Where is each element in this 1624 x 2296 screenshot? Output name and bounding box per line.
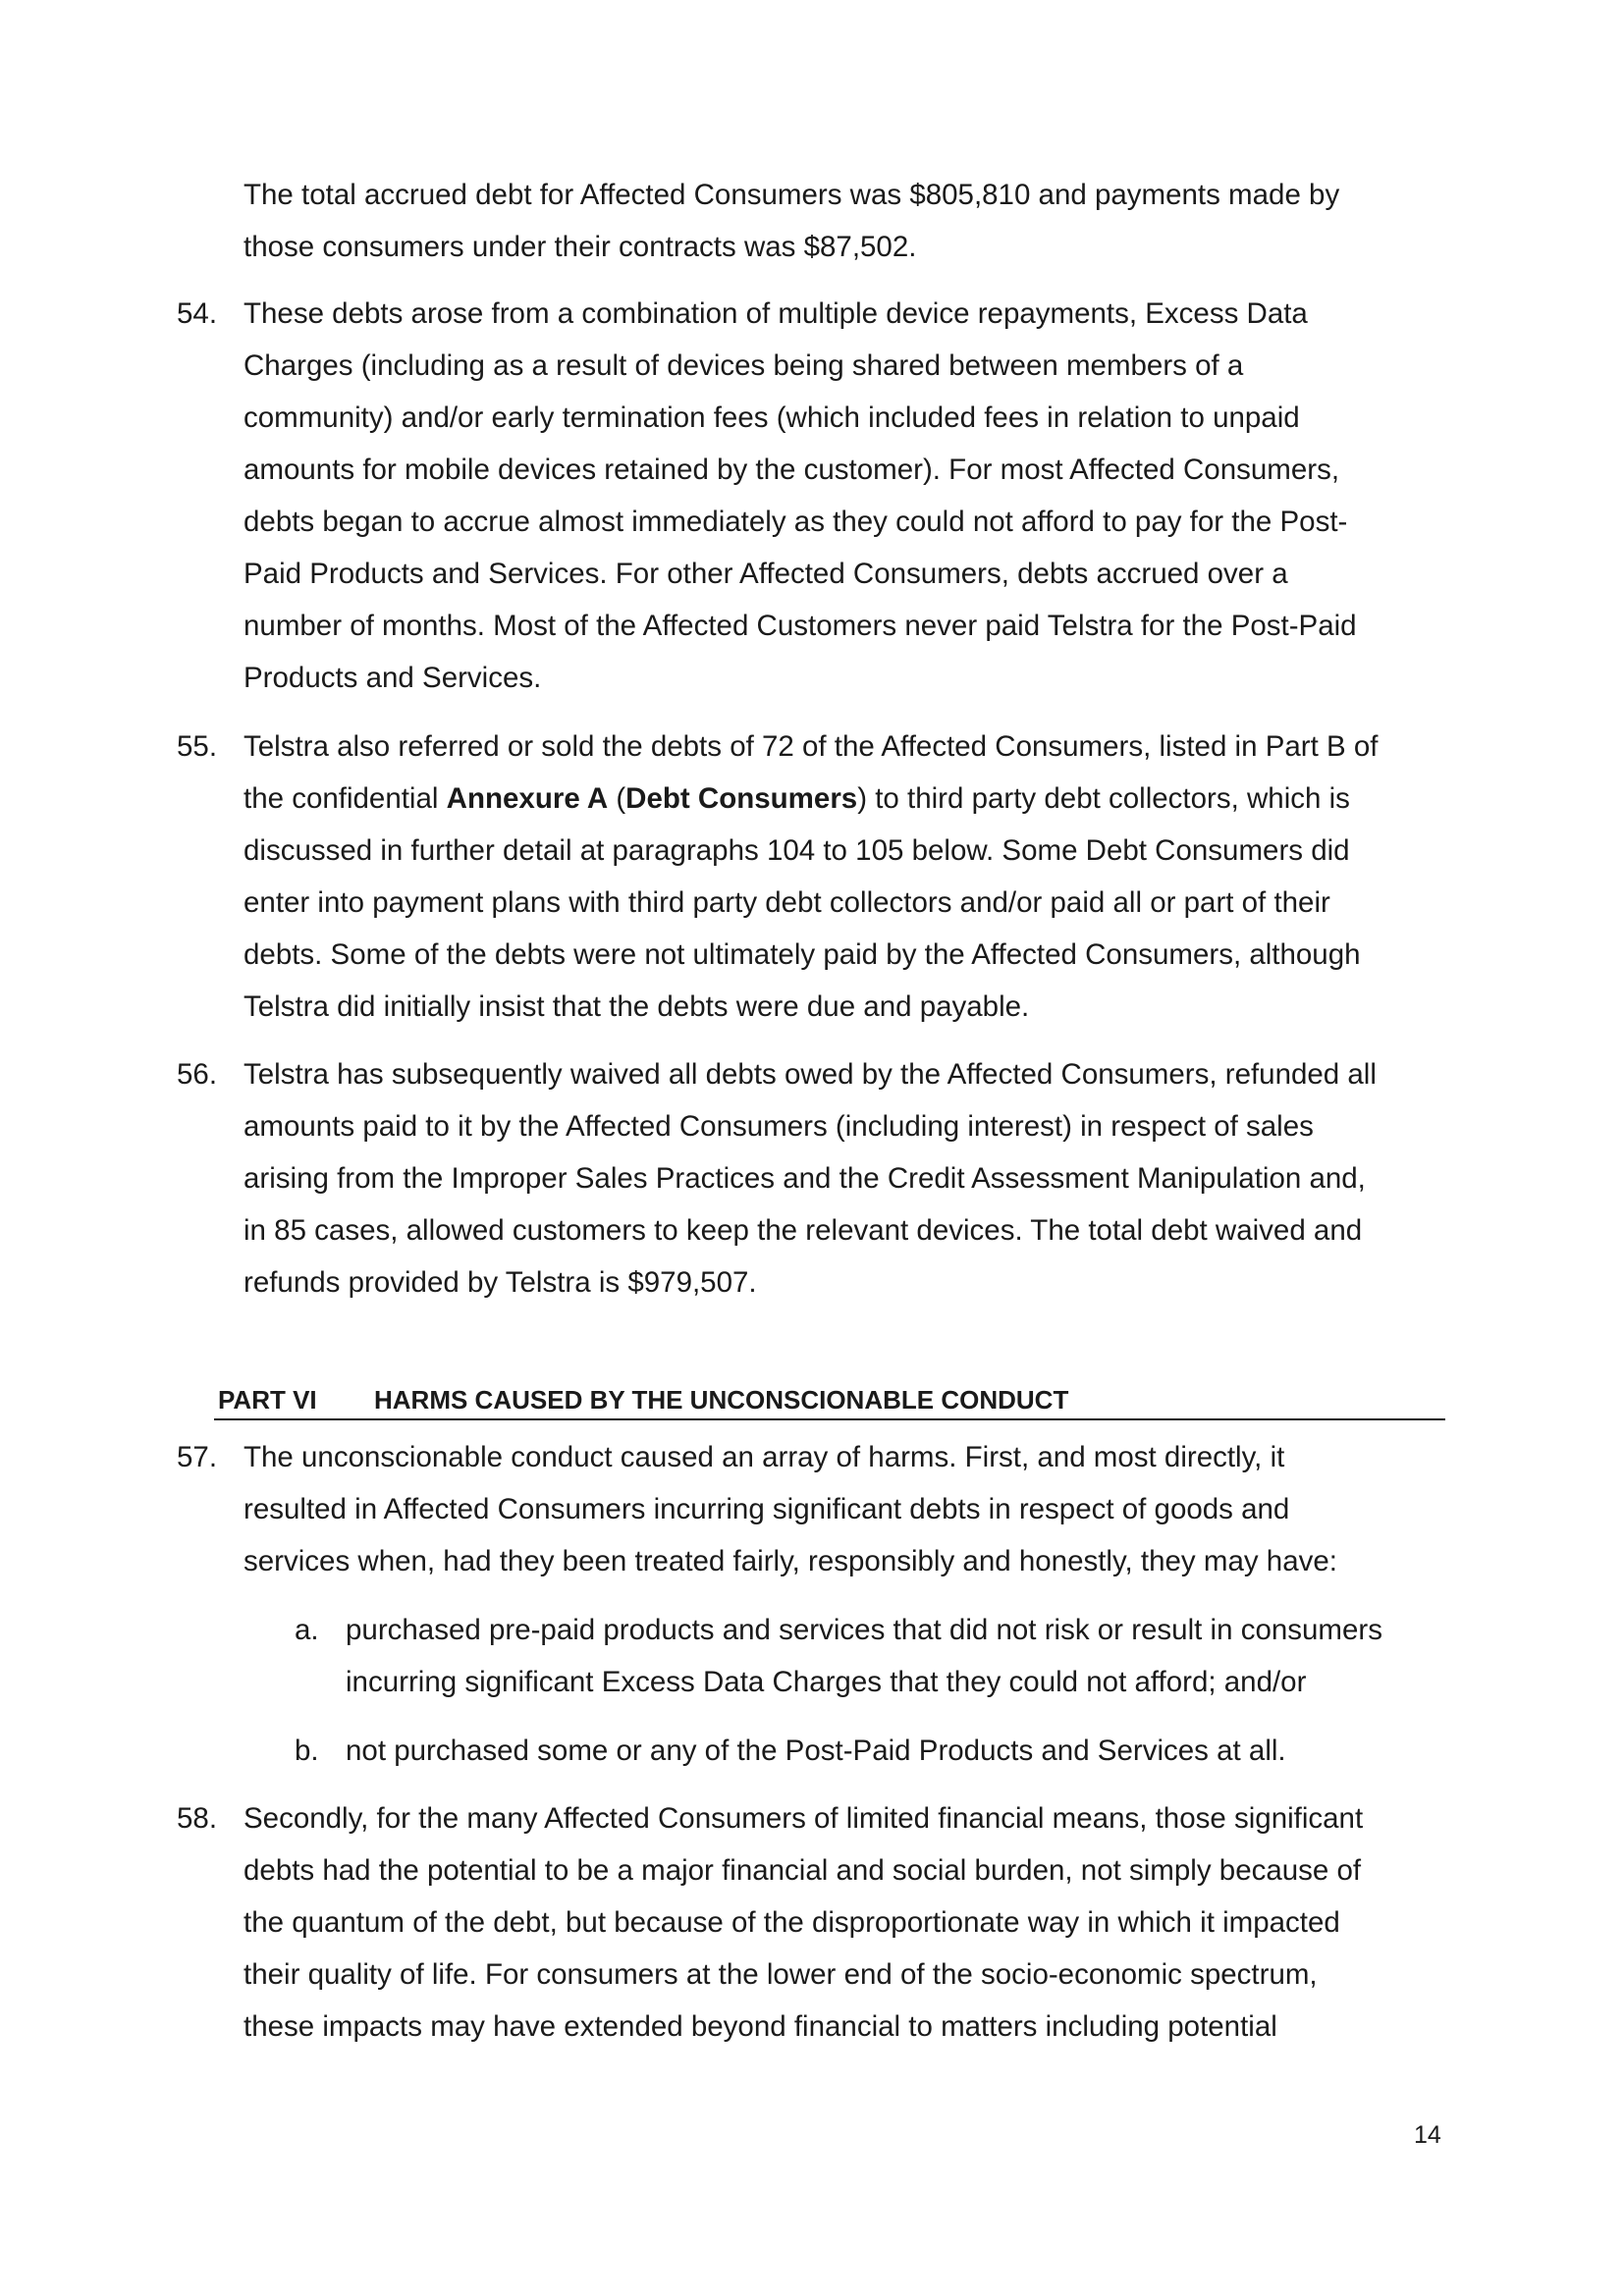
intro-line: The total accrued debt for Affected Consumers was $805,810 and payments made by <box>244 179 1340 211</box>
paragraph-line: number of months. Most of the Affected Customers never paid Telstra for the Post-Paid <box>244 610 1357 642</box>
paragraph-line: in 85 cases, allowed customers to keep the relevant devices. The total debt waived and <box>244 1214 1363 1247</box>
paragraph-line: Secondly, for the many Affected Consumers of limited financial means, those significant <box>244 1802 1364 1835</box>
paragraph-55 <box>244 721 1443 1033</box>
paragraph-line: These debts arose from a combination of multiple device repayments, Excess Data <box>244 297 1308 330</box>
paragraph-line: enter into payment plans with third party debt collectors and/or paid all or part of their <box>244 886 1330 919</box>
intro-line: those consumers under their contracts was $87,502. <box>244 231 917 263</box>
paragraph-line <box>244 773 1443 825</box>
paragraph-56 <box>244 1048 1443 1308</box>
paragraph-line: amounts paid to it by the Affected Consumers (including interest) in respect of sales <box>244 1110 1314 1143</box>
paragraph-58 <box>244 1792 1443 2053</box>
paragraph-line: Charges (including as a result of devices being shared between members of a <box>244 349 1244 382</box>
line-text: ) to third party debt collectors, which is <box>857 782 1350 815</box>
part-heading <box>214 1381 1445 1420</box>
paragraph-line: debts had the potential to be a major financial and social burden, not simply because of <box>244 1854 1362 1887</box>
paragraph-number-55: 55. <box>177 730 218 763</box>
intro-paragraph <box>244 169 1443 273</box>
line-text: ( <box>608 782 626 815</box>
paragraph-line: The unconscionable conduct caused an array of harms. First, and most directly, it <box>244 1441 1285 1473</box>
paragraph-line: these impacts may have extended beyond financial to matters including potential <box>244 2010 1277 2043</box>
part-title: HARMS CAUSED BY THE UNCONSCIONABLE CONDUCT <box>374 1385 1069 1415</box>
paragraph-line: resulted in Affected Consumers incurring significant debts in respect of goods and <box>244 1493 1290 1525</box>
paragraph-line: services when, had they been treated fairly, responsibly and honestly, they may have: <box>244 1545 1337 1577</box>
page-number: 14 <box>1414 2121 1441 2149</box>
paragraph-number-58: 58. <box>177 1802 218 1835</box>
paragraph-line: arising from the Improper Sales Practices and the Credit Assessment Manipulation and, <box>244 1162 1366 1195</box>
paragraph-line: Telstra also referred or sold the debts of 72 of the Affected Consumers, listed in Part B of <box>244 730 1379 763</box>
subparagraph-b <box>346 1725 1443 1777</box>
paragraph-57 <box>244 1431 1443 1587</box>
paragraph-line: discussed in further detail at paragraphs 104 to 105 below. Some Debt Consumers did <box>244 834 1350 867</box>
defined-term-annexure: Annexure A <box>446 782 609 815</box>
paragraph-line: refunds provided by Telstra is $979,507. <box>244 1266 757 1299</box>
paragraph-line: not purchased some or any of the Post-Paid Products and Services at all. <box>346 1735 1286 1767</box>
paragraph-number-57: 57. <box>177 1441 218 1473</box>
line-text: the confidential <box>244 782 447 815</box>
paragraph-line: debts began to accrue almost immediately as they could not afford to pay for the Post- <box>244 506 1348 538</box>
paragraph-line: Telstra has subsequently waived all debts owed by the Affected Consumers, refunded all <box>244 1058 1377 1091</box>
subparagraph-letter-b: b. <box>295 1735 319 1767</box>
paragraph-line: their quality of life. For consumers at the lower end of the socio-economic spectrum, <box>244 1958 1318 1991</box>
paragraph-line: Telstra did initially insist that the debts were due and payable. <box>244 990 1030 1023</box>
part-label: PART VI <box>218 1385 317 1415</box>
paragraph-number-56: 56. <box>177 1058 218 1091</box>
paragraph-line: Paid Products and Services. For other Affected Consumers, debts accrued over a <box>244 558 1288 590</box>
subparagraph-letter-a: a. <box>295 1614 319 1646</box>
paragraph-line: the quantum of the debt, but because of the disproportionate way in which it impacted <box>244 1906 1340 1939</box>
defined-term-debt-consumers: Debt Consumers <box>625 782 858 815</box>
paragraph-line: amounts for mobile devices retained by the customer). For most Affected Consumers, <box>244 454 1340 486</box>
paragraph-line: Products and Services. <box>244 662 542 694</box>
subparagraph-a <box>346 1604 1443 1708</box>
paragraph-line: purchased pre-paid products and services that did not risk or result in consumers <box>346 1614 1382 1646</box>
paragraph-line: debts. Some of the debts were not ultimately paid by the Affected Consumers, although <box>244 938 1361 971</box>
paragraph-54 <box>244 288 1443 704</box>
paragraph-line: incurring significant Excess Data Charges that they could not afford; and/or <box>346 1666 1307 1698</box>
paragraph-number-54: 54. <box>177 297 218 330</box>
paragraph-line: community) and/or early termination fees (which included fees in relation to unpaid <box>244 401 1300 434</box>
